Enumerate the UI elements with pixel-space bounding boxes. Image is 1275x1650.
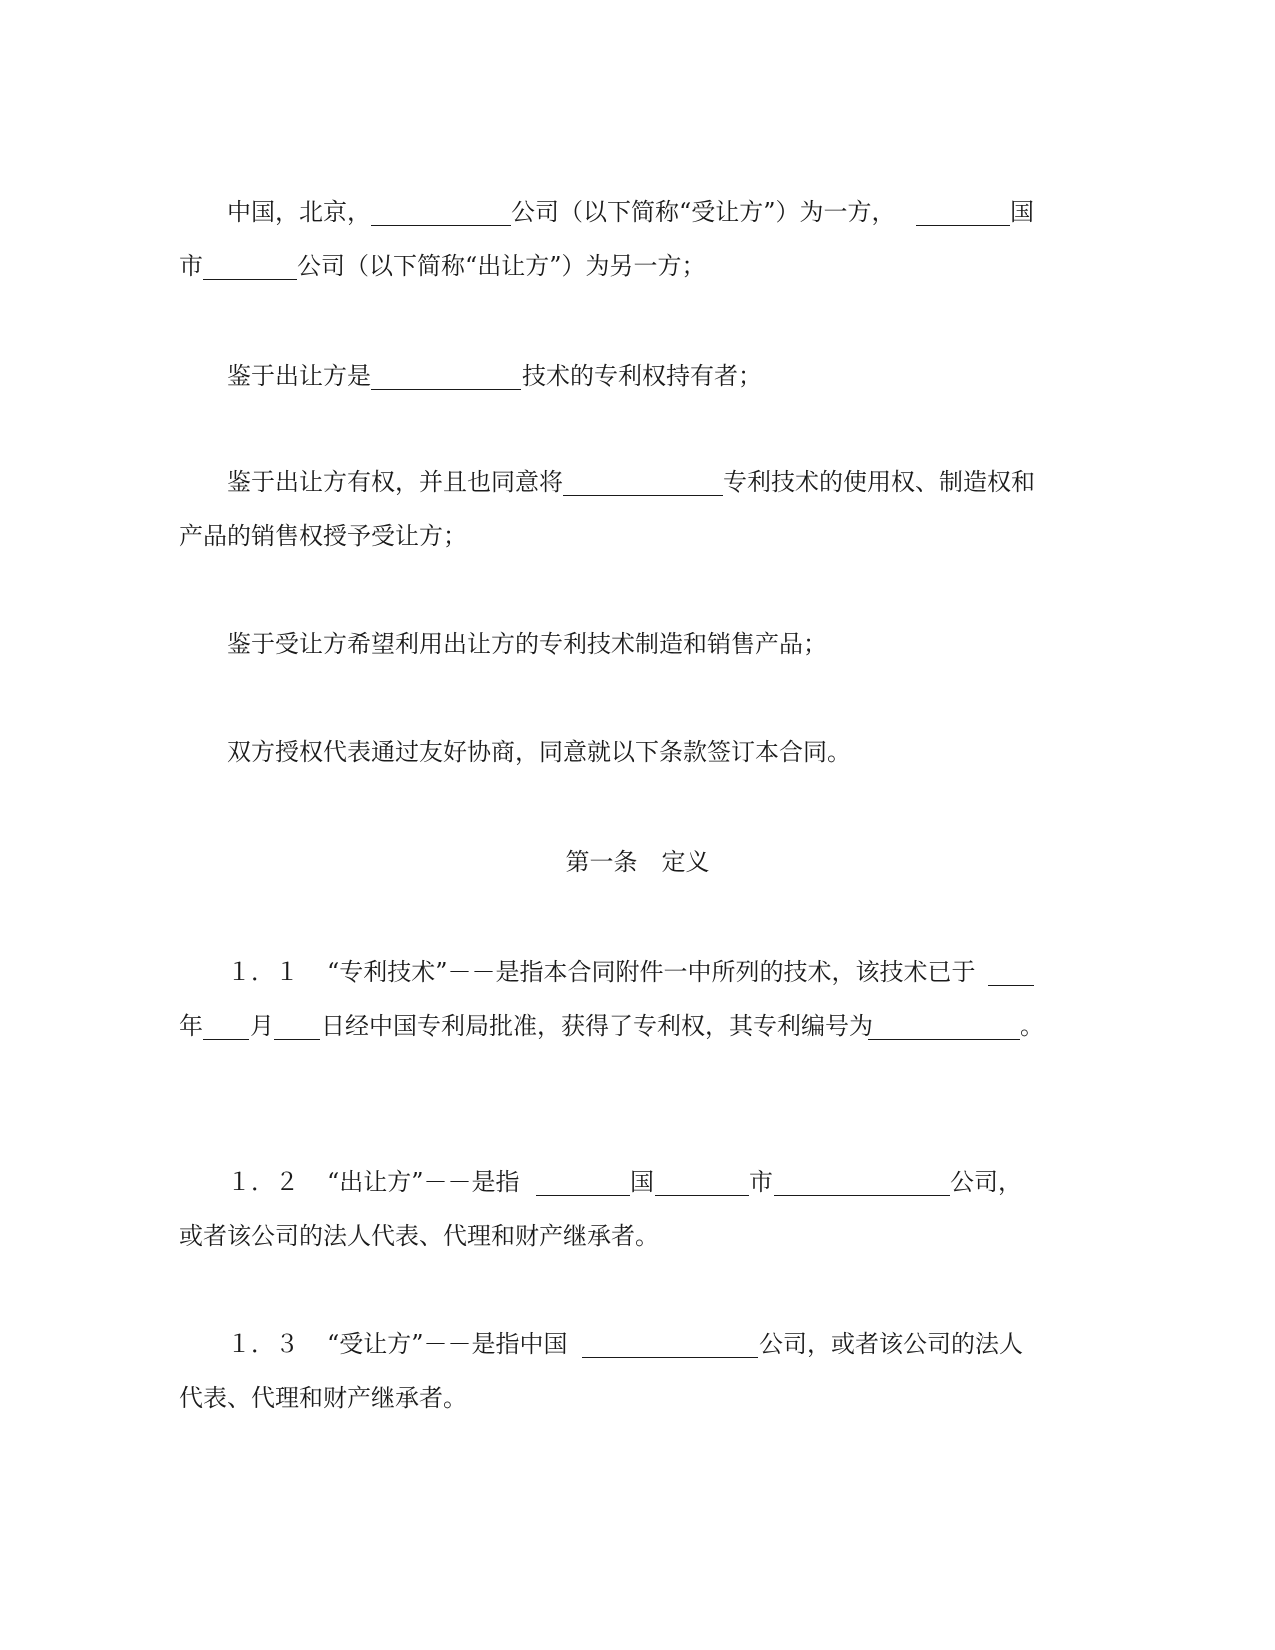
blank-approval-day[interactable] [274,1013,320,1040]
clause-1-2-line-1 [0,1162,1275,1202]
whereas-2-text-a: 鉴于出让方有权，并且也同意将 [227,468,563,496]
blank-patent-technology[interactable] [563,469,723,496]
article-1-number: 第一条 [565,848,638,876]
clause-1-3-number: １．３ [227,1330,299,1358]
whereas-3-text: 鉴于受让方希望利用出让方的专利技术制造和销售产品； [227,630,827,658]
clause-1-2-text-b: 公司， [950,1168,1022,1196]
article-1-title: 定义 [661,848,710,876]
clause-1-3-line2: 代表、代理和财产继承者。 [179,1384,467,1412]
clause-1-1-text-b: 日经中国专利局批准，获得了专利权，其专利编号为 [321,1012,873,1040]
clause-1-3-line-2 [0,1378,1275,1418]
intro-text-a: 中国，北京， [227,198,371,226]
clause-1-1-end: 。 [1020,1012,1044,1040]
intro-line-1 [0,192,1275,232]
clause-1-2-city: 市 [749,1168,773,1196]
blank-transferee-company-2[interactable] [582,1331,758,1358]
blank-patent-number[interactable] [868,1013,1020,1040]
blank-transferee-company[interactable] [371,199,511,226]
blank-transferor-company-2[interactable] [774,1169,950,1196]
blank-technology-name[interactable] [371,363,521,390]
clause-1-1-text-a: “专利技术”－－是指本合同附件一中所列的技术，该技术已于 [327,958,976,986]
whereas-1 [0,356,1275,396]
blank-approval-month[interactable] [203,1013,249,1040]
clause-1-3-line-1 [0,1324,1275,1364]
intro-line2-text-b: 公司（以下简称“出让方”）为另一方； [297,252,706,280]
clause-1-1-year-label: 年 [179,1012,203,1040]
intro-line2-text-a: 市 [179,252,203,280]
intro-text-c: 国 [1010,198,1034,226]
clause-1-1-number: １．１ [227,958,299,986]
agreement-statement [0,732,1275,772]
whereas-1-text-a: 鉴于出让方是 [227,362,371,390]
whereas-2-line2: 产品的销售权授予受让方； [179,522,467,550]
intro-text-b: 公司（以下简称“受让方”）为一方， [511,198,896,226]
blank-transferor-city-2[interactable] [655,1169,749,1196]
blank-transferor-country[interactable] [916,199,1010,226]
blank-transferor-country-2[interactable] [536,1169,630,1196]
whereas-2-line-1 [0,462,1275,502]
clause-1-2-line-2 [0,1216,1275,1256]
clause-1-3-text-a: “受让方”－－是指中国 [327,1330,568,1358]
whereas-2-line-2 [0,516,1275,556]
clause-1-1-line-2 [0,1006,1275,1046]
clause-1-2-number: １．２ [227,1168,299,1196]
article-1-heading [0,842,1275,882]
agreement-text: 双方授权代表通过友好协商，同意就以下条款签订本合同。 [227,738,851,766]
clause-1-1-month-label: 月 [250,1012,274,1040]
blank-transferor-city[interactable] [203,253,297,280]
blank-approval-year[interactable] [988,959,1034,986]
clause-1-1-line-1 [0,952,1275,992]
clause-1-3-text-b: 公司，或者该公司的法人 [759,1330,1023,1358]
whereas-2-text-b: 专利技术的使用权、制造权和 [723,468,1035,496]
intro-line-2 [0,246,1275,286]
whereas-3 [0,624,1275,664]
clause-1-2-line2: 或者该公司的法人代表、代理和财产继承者。 [179,1222,659,1250]
clause-1-2-text-a: “出让方”－－是指 [327,1168,520,1196]
whereas-1-text-b: 技术的专利权持有者； [522,362,762,390]
clause-1-2-country: 国 [630,1168,654,1196]
